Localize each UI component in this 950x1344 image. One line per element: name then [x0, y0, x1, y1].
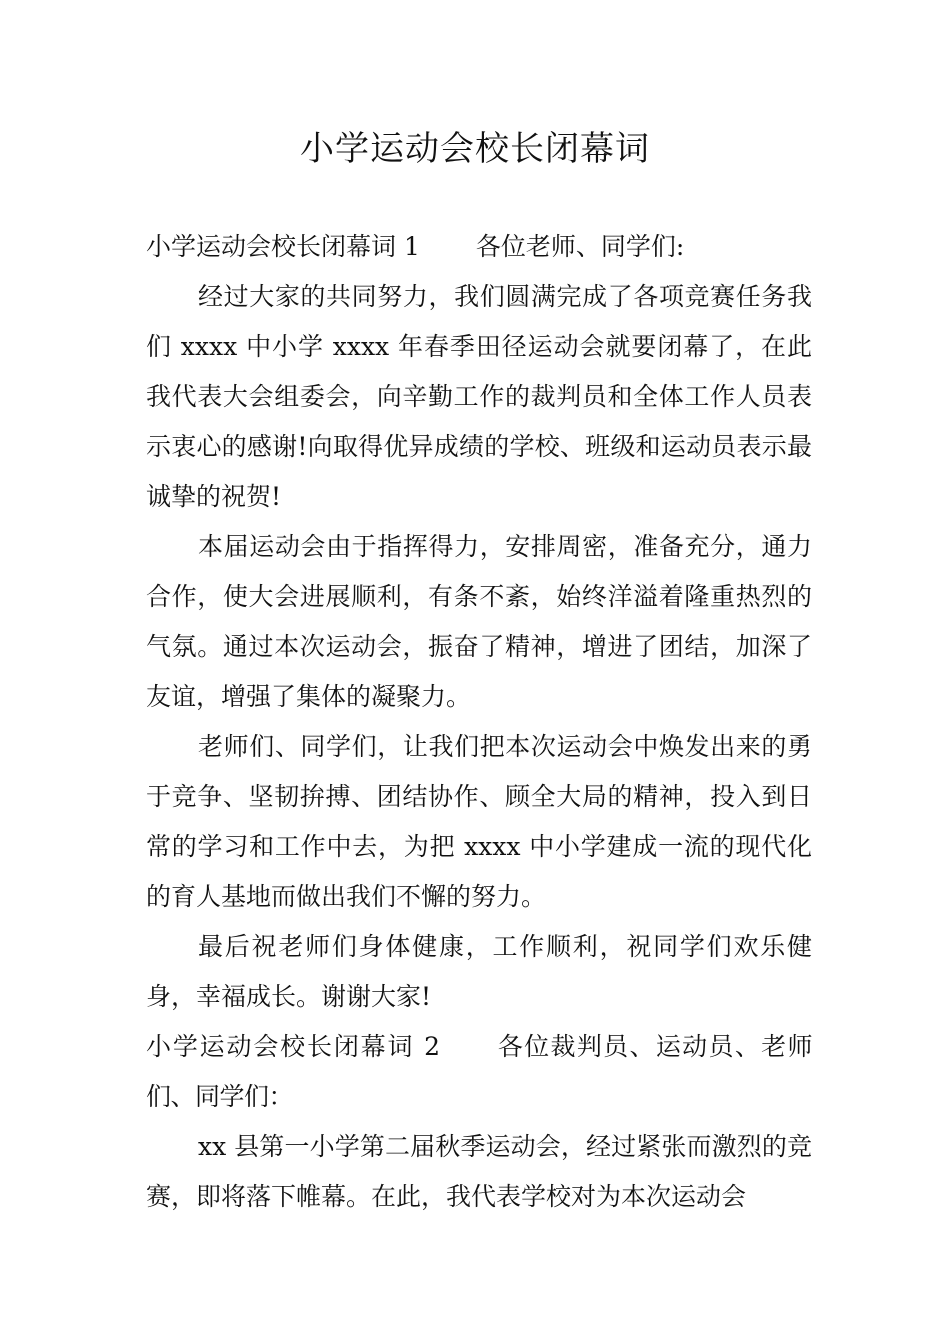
section-heading: 小学运动会校长闭幕词 2 — [146, 1032, 441, 1061]
document-body — [146, 222, 812, 1222]
section-heading: 小学运动会校长闭幕词 1 — [146, 232, 420, 261]
paragraph: 经过大家的共同努力，我们圆满完成了各项竞赛任务我们 xxxx 中小学 xxxx 年春季田径运动会就要闭幕了，在此我代表大会组委会，向辛勤工作的裁判员和全体工作人员表示衷心的感谢!向取得优异成绩的学校、班级和运动员表示最诚挚的祝贺! — [146, 282, 812, 511]
paragraph: 本届运动会由于指挥得力，安排周密，准备充分，通力合作，使大会进展顺利，有条不紊，始终洋溢着隆重热烈的气氛。通过本次运动会，振奋了精神，增进了团结，加深了友谊，增强了集体的凝聚力。 — [146, 532, 812, 711]
paragraph: 最后祝老师们身体健康，工作顺利，祝同学们欢乐健身，幸福成长。谢谢大家! — [146, 932, 812, 1011]
section-2-heading-line — [146, 1022, 812, 1122]
paragraph: xx 县第一小学第二届秋季运动会，经过紧张而激烈的竞赛，即将落下帷幕。在此，我代表学校对为本次运动会 — [146, 1132, 812, 1211]
paragraph: 老师们、同学们，让我们把本次运动会中焕发出来的勇于竞争、坚韧拚搏、团结协作、顾全大局的精神，投入到日常的学习和工作中去，为把 xxxx 中小学建成一流的现代化的育人基地而做出我们不懈的努力。 — [146, 732, 812, 911]
salutation: 各位裁判员、运动员、老师们、同学们： — [146, 1032, 812, 1111]
document-title: 小学运动会校长闭幕词 — [300, 129, 650, 169]
salutation: 各位老师、同学们: — [475, 232, 685, 261]
section-1-heading-line — [146, 222, 812, 272]
